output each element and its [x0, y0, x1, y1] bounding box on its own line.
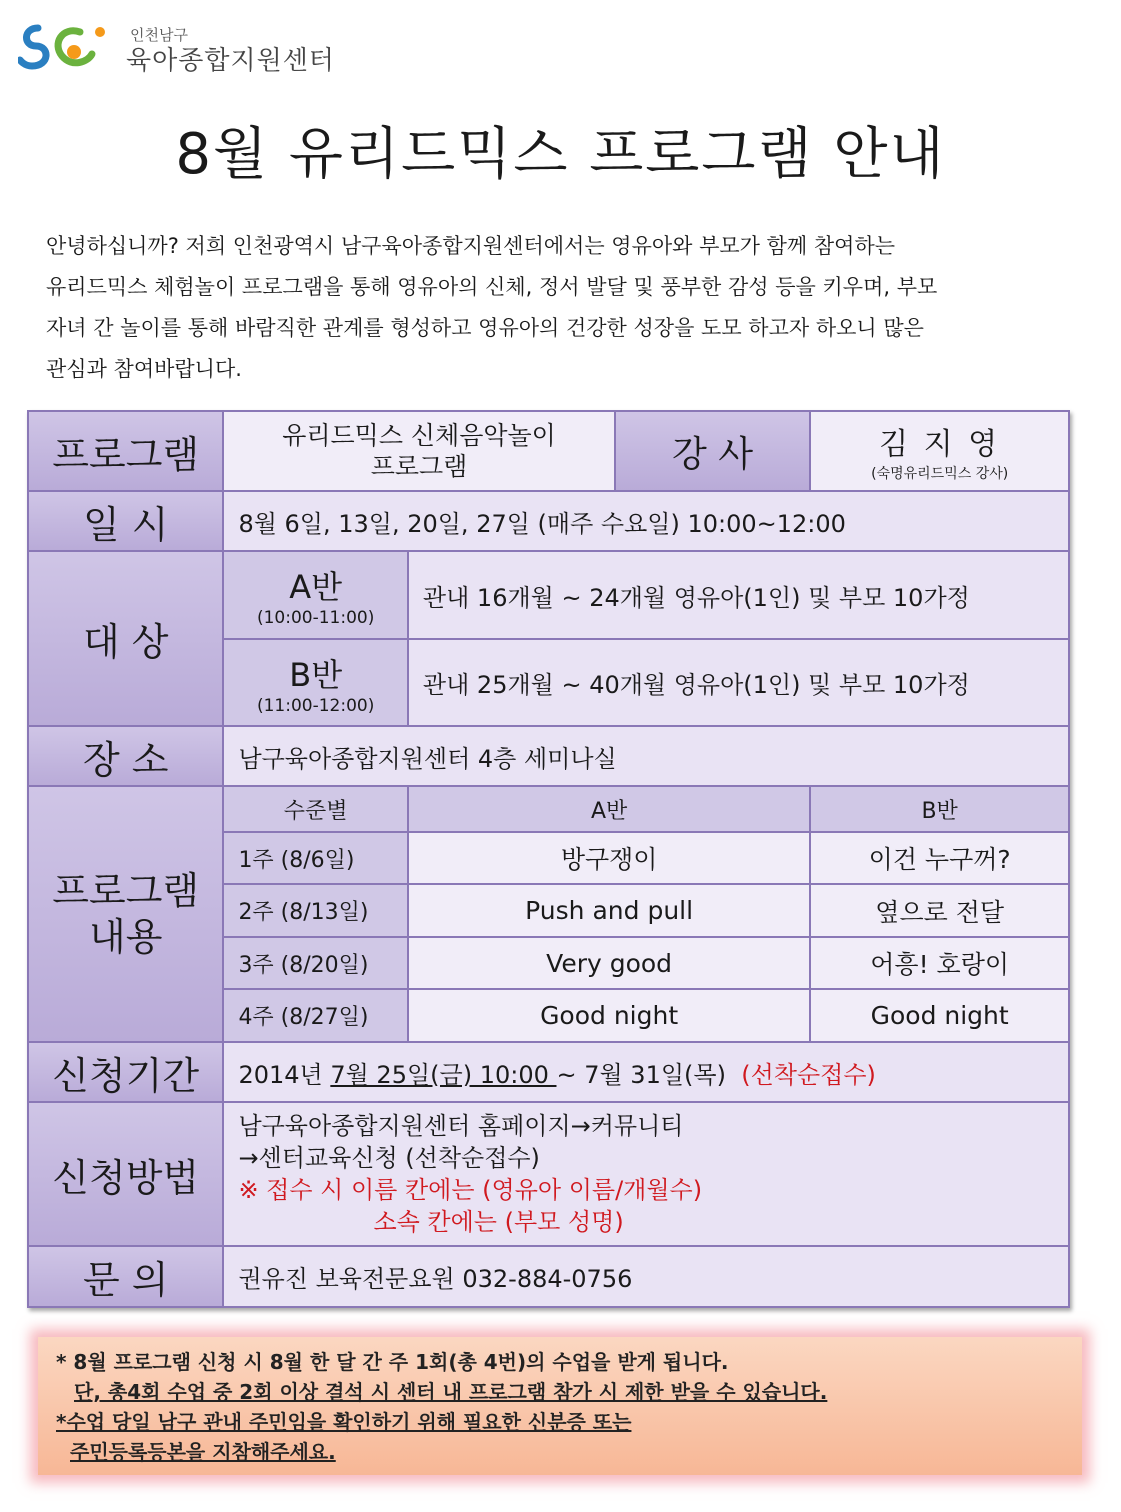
period-label: 신청기간 — [28, 1042, 223, 1102]
content-week: 2주 (8/13일) — [223, 884, 407, 937]
content-b: Good night — [810, 989, 1069, 1042]
method-line-3: ※ 접수 시 이름 칸에는 (영유아 이름/개월수) — [238, 1176, 703, 1204]
period-year: 2014년 — [238, 1060, 331, 1089]
logo-name: 육아종합지원센터 — [126, 46, 335, 76]
a-class-time: (10:00-11:00) — [256, 608, 375, 628]
notice-line-1: * 8월 프로그램 신청 시 8월 한 달 간 주 1회(총 4번)의 수업을 받게 됩니다. — [56, 1350, 729, 1374]
period-end: ~ 7월 31일(목) — [556, 1060, 726, 1089]
date-label: 일 시 — [28, 491, 223, 551]
page-title: 8월 유리드믹스 프로그램 안내 — [175, 122, 946, 187]
content-a: Very good — [408, 937, 810, 989]
method-label: 신청방법 — [28, 1102, 223, 1246]
target-label: 대 상 — [28, 551, 223, 726]
content-header-level: 수준별 — [223, 786, 407, 832]
period-start: 7월 25일(금) 10:00 — [330, 1060, 557, 1089]
b-class-name: B반 — [289, 655, 343, 694]
place-label: 장 소 — [28, 726, 223, 786]
content-label-line-1: 프로그램 — [52, 869, 200, 913]
intro-line-1: 안녕하십니까? 저희 인천광역시 남구육아종합지원센터에서는 영유아와 부모가 함께 참여하는 — [46, 234, 896, 258]
notice-line-3: *수업 당일 남구 관내 주민임을 확인하기 위해 필요한 신분증 또는 — [56, 1410, 632, 1434]
a-class-cell — [223, 551, 407, 639]
intro-text — [46, 226, 1058, 390]
period-row — [28, 1042, 1069, 1102]
place-row — [28, 726, 1069, 786]
logo-region: 인천남구 — [130, 26, 188, 44]
method-line-1: 남구육아종합지원센터 홈페이지→커뮤니티 — [238, 1112, 684, 1140]
method-value — [223, 1102, 1069, 1246]
content-a: 방구쟁이 — [408, 832, 810, 884]
content-label-line-2: 내용 — [89, 915, 163, 959]
program-name — [223, 411, 614, 491]
place-value: 남구육아종합지원센터 4층 세미나실 — [223, 726, 1069, 786]
program-row — [28, 411, 1069, 491]
period-value — [223, 1042, 1069, 1102]
content-header-a: A반 — [408, 786, 810, 832]
method-row — [28, 1102, 1069, 1246]
b-class-time: (11:00-12:00) — [256, 695, 375, 716]
notice-line-2: 단, 총4회 수업 중 2회 이상 결석 시 센터 내 프로그램 참가 시 제한 받을 수 있습니다. — [74, 1380, 828, 1404]
method-line-2: →센터교육신청 (선착순접수) — [238, 1144, 540, 1172]
content-header-b: B반 — [810, 786, 1069, 832]
b-class-target: 관내 25개월 ~ 40개월 영유아(1인) 및 부모 10가정 — [408, 639, 1069, 726]
instructor-name: 김 지 영 — [879, 427, 1001, 462]
period-note: (선착순접수) — [741, 1060, 876, 1089]
center-logo-icon — [18, 18, 113, 74]
method-line-4: 소속 칸에는 (부모 성명) — [373, 1208, 624, 1236]
intro-line-3: 자녀 간 놀이를 통해 바람직한 관계를 형성하고 영유아의 건강한 성장을 도모 하고자 하오니 많은 — [46, 316, 924, 340]
content-header-row — [28, 786, 1069, 832]
content-week: 3주 (8/20일) — [223, 937, 407, 989]
intro-line-2: 유리드믹스 체험놀이 프로그램을 통해 영유아의 신체, 정서 발달 및 풍부한 감성 등을 키우며, 부모 — [46, 275, 938, 299]
content-b: 옆으로 전달 — [810, 884, 1069, 937]
program-label: 프로그램 — [28, 411, 223, 491]
content-week: 4주 (8/27일) — [223, 989, 407, 1042]
contact-row — [28, 1246, 1069, 1307]
date-row — [28, 491, 1069, 551]
instructor-cell — [810, 411, 1069, 491]
content-b: 이건 누구꺼? — [810, 832, 1069, 884]
intro-line-4: 관심과 참여바랍니다. — [46, 357, 242, 381]
center-logo — [18, 14, 338, 74]
program-name-line-2: 프로그램 — [370, 452, 468, 481]
program-info-table — [27, 410, 1070, 1308]
contact-label: 문 의 — [28, 1246, 223, 1307]
content-b: 어흥! 호랑이 — [810, 937, 1069, 989]
content-a: Good night — [408, 989, 810, 1042]
content-week: 1주 (8/6일) — [223, 832, 407, 884]
content-a: Push and pull — [408, 884, 810, 937]
instructor-note: (숙명유리드믹스 강사) — [871, 466, 1009, 482]
date-value: 8월 6일, 13일, 20일, 27일 (매주 수요일) 10:00~12:00 — [223, 491, 1069, 551]
contact-value: 권유진 보육전문요원 032-884-0756 — [223, 1246, 1069, 1307]
b-class-cell — [223, 639, 407, 726]
instructor-label: 강 사 — [615, 411, 811, 491]
a-class-name: A반 — [289, 568, 343, 606]
program-name-line-1: 유리드믹스 신체음악놀이 — [282, 421, 556, 450]
target-a-row — [28, 551, 1069, 639]
notice-line-4: 주민등록등본을 지참해주세요. — [70, 1440, 336, 1464]
content-label — [28, 786, 223, 1042]
notice-box — [38, 1337, 1082, 1475]
a-class-target: 관내 16개월 ~ 24개월 영유아(1인) 및 부모 10가정 — [408, 551, 1069, 639]
